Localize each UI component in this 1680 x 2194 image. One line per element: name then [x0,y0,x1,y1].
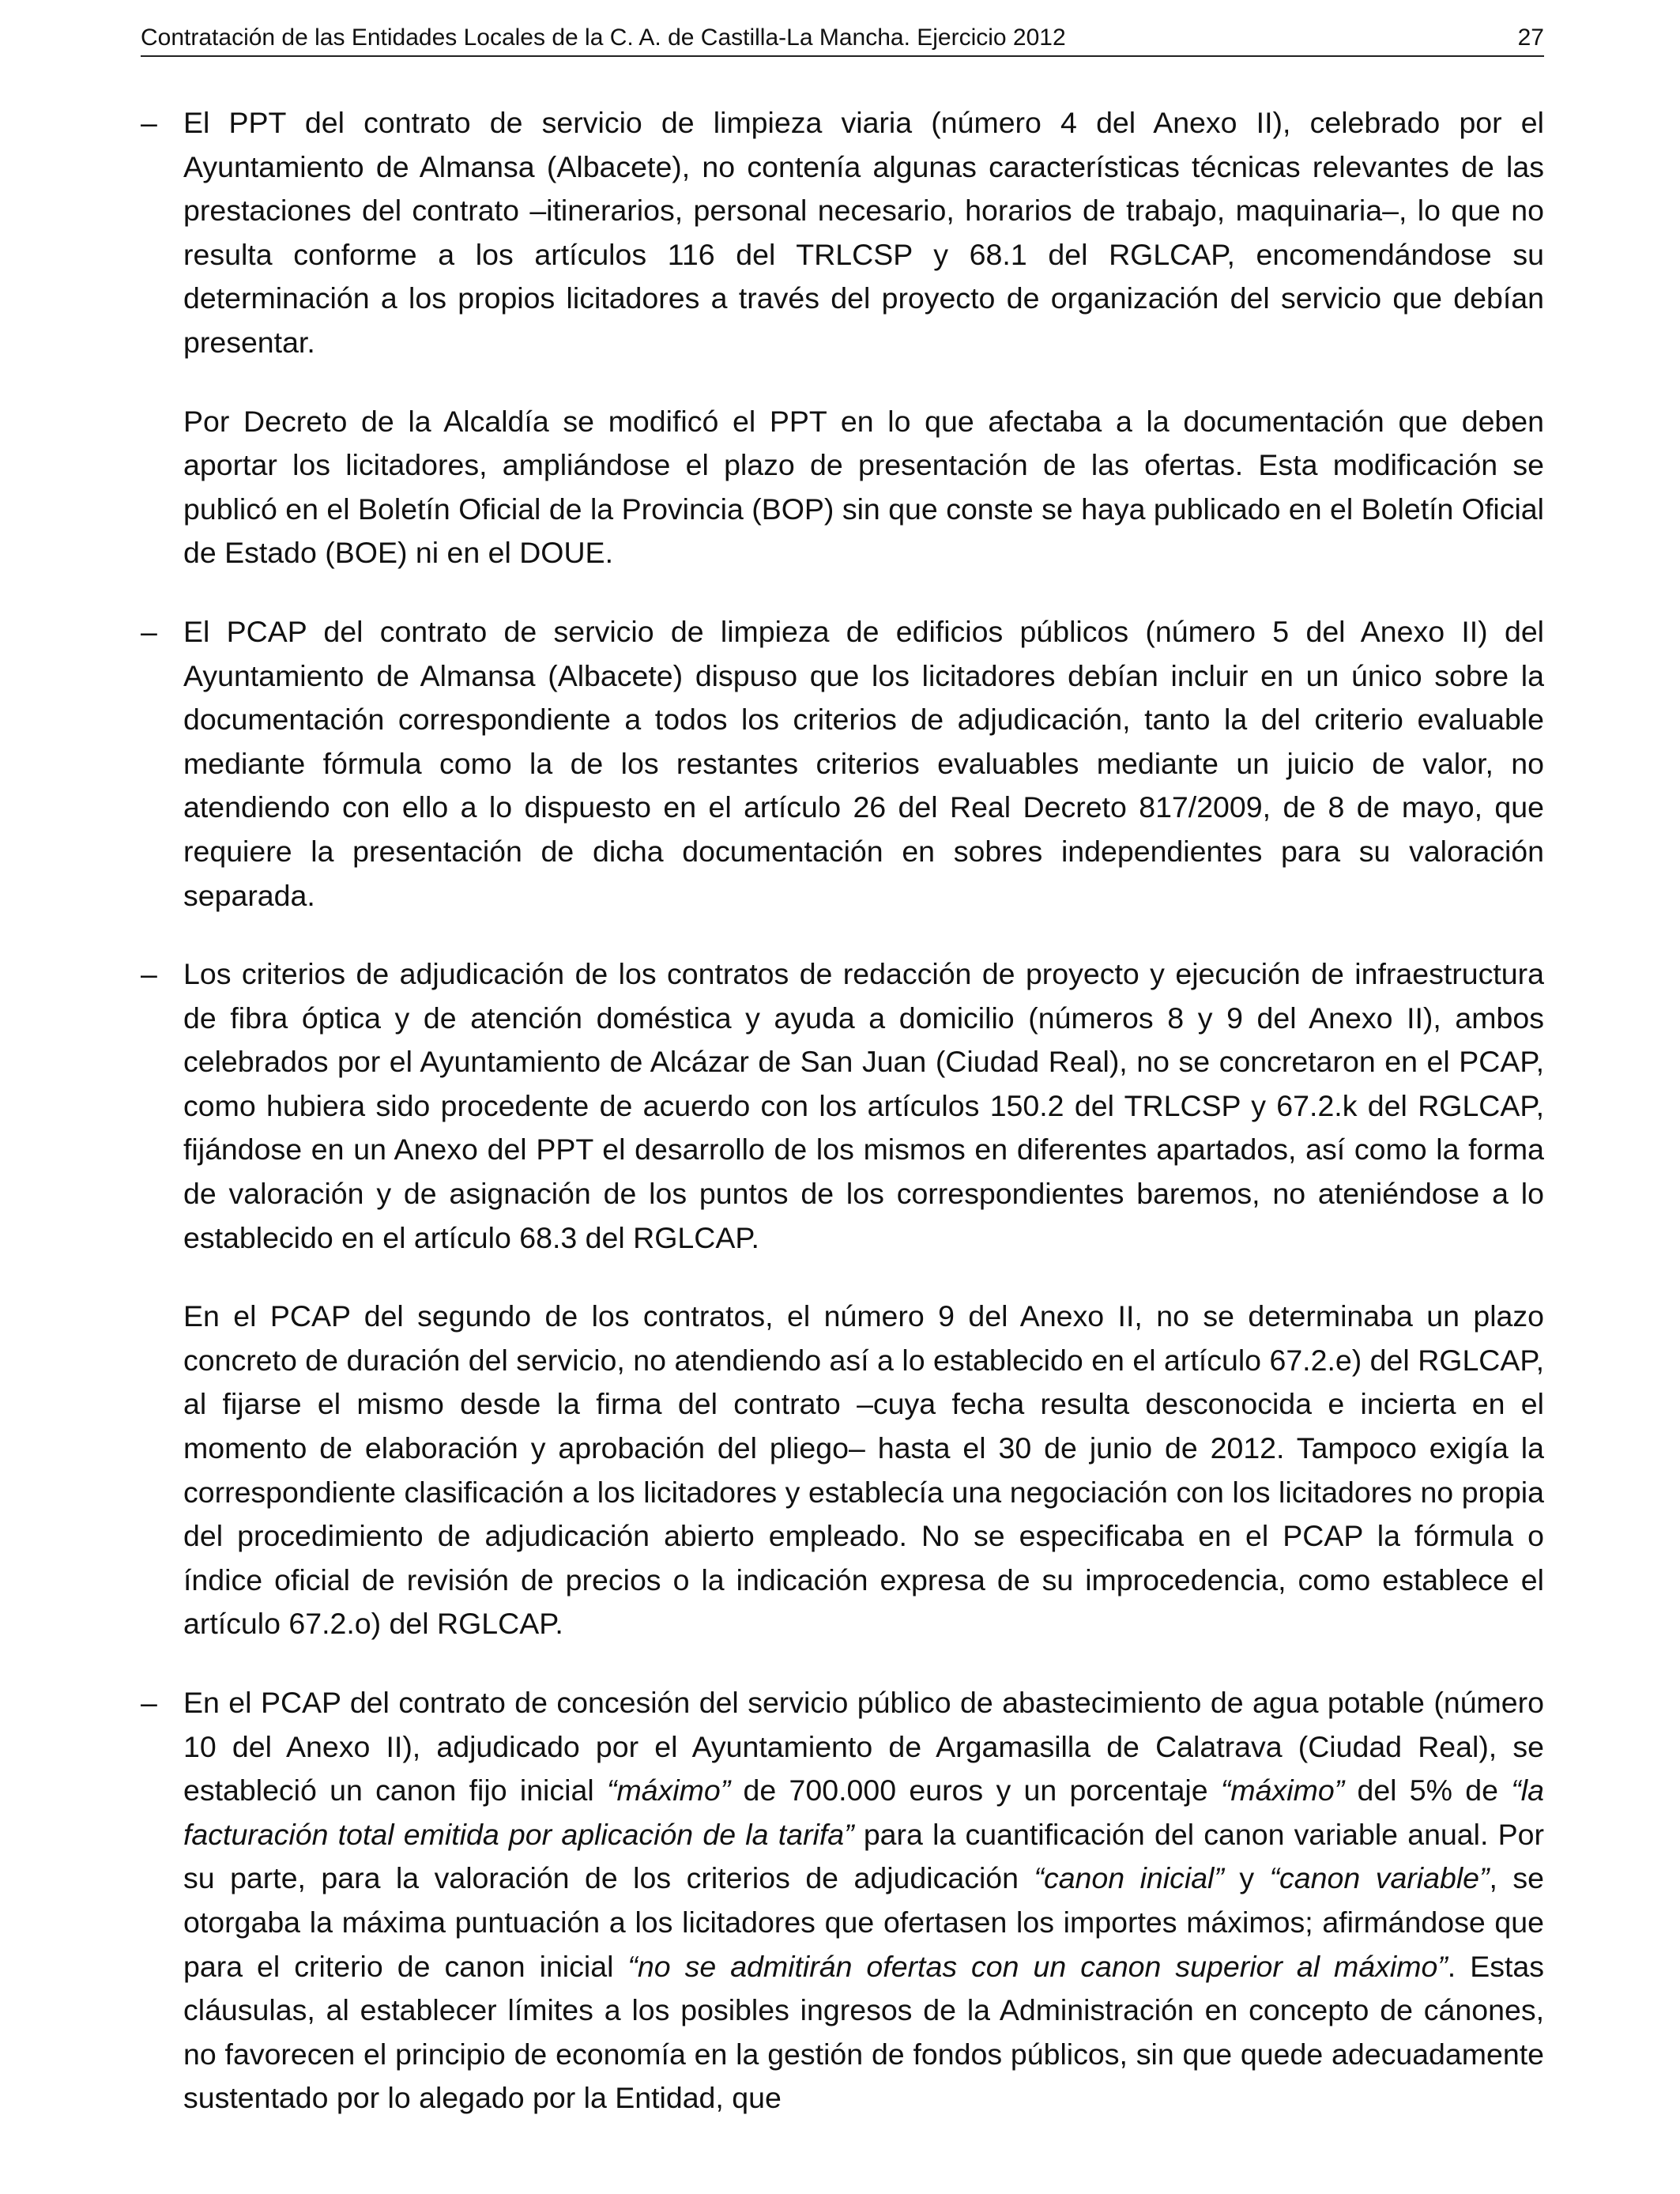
bullet-dash: – [141,106,157,139]
quoted-term: “máximo” [606,1774,731,1808]
paragraph-block [141,400,1544,575]
bullet-dash: – [141,1686,157,1719]
text-segment: de 700.000 euros y un porcentaje [730,1774,1221,1808]
paragraph: Por Decreto de la Alcaldía se modificó el PPT en lo que afectaba a la documentación que deben aportar los licitadores, ampliándose el plazo de presentación de las ofertas. Esta modificación se publicó en el Boletín Oficial de la Provincia (BOP) sin que conste se haya publicado en el Boletín Oficial de Estado (BOE) ni en el DOUE. [183,404,1544,570]
text-segment: para la cuantificación del canon variable anual. Por su parte, para la valoración de los criterios de adjudicación [183,1817,1545,1895]
paragraph: Los criterios de adjudicación de los contratos de redacción de proyecto y ejecución de infraestructura de fibra óptica y de atención doméstica y ayuda a domicilio (números 8 y 9 del Anexo II), ambos celebrados por el Ayuntamiento de Alcázar de San Juan (Ciudad Real), no se concretaron en el PCAP, como hubiera sido procedente de acuerdo con los artículos 150.2 del TRLCSP y 67.2.k del RGLCAP, fijándose en un Anexo del PPT el desarrollo de los mismos en diferentes apartados, así como la forma de valoración y de asignación de los puntos de los correspondientes baremos, no ateniéndose a lo establecido en el artículo 68.3 del RGLCAP. [183,957,1544,1254]
bullet-item [141,610,1544,918]
text-segment: . Estas cláusulas, al establecer límites a los posibles ingresos de la Administración en concepto de cánones, no favorecen el principio de economía en la gestión de fondos públicos, sin que quede adecuadamente sustentado por lo alegado por la Entidad, que [183,1949,1544,2115]
quoted-term: “no se admitirán ofertas con un canon superior al máximo” [627,1949,1448,1983]
page-number: 27 [1517,25,1544,51]
paragraph: En el PCAP del segundo de los contratos, el número 9 del Anexo II, no se determinaba un plazo concreto de duración del servicio, no atendiendo así a lo establecido en el artículo 67.2.e) del RGLCAP, al fijarse el mismo desde la firma del contrato –cuya fecha resulta desconocida e incierta en el momento de elaboración y aprobación del pliego– hasta el 30 de junio de 2012. Tampoco exigía la correspondiente clasificación a los licitadores y establecía una negociación con los licitadores no propia del procedimiento de adjudicación abierto empleado. No se especificaba en el PCAP la fórmula o índice oficial de revisión de precios o la indicación expresa de su improcedencia, como establece el artículo 67.2.o) del RGLCAP. [183,1299,1544,1641]
document-body [141,101,1544,2155]
text-segment: y [1223,1861,1270,1895]
bullet-item [141,952,1544,1260]
text-segment: , se otorgaba la máxima puntuación a los licitadores que ofertasen los importes máximos; afirmándose que para el criterio de canon inicial [183,1861,1545,1983]
paragraph: El PPT del contrato de servicio de limpieza viaria (número 4 del Anexo II), celebrado por el Ayuntamiento de Almansa (Albacete), no contenía algunas características técnicas relevantes de las prestaciones del contrato –itinerarios, personal necesario, horarios de trabajo, maquinaria–, lo que no resulta conforme a los artículos 116 del TRLCSP y 68.1 del RGLCAP, encomendándose su determinación a los propios licitadores a través del proyecto de organización del servicio que debían presentar. [183,106,1544,359]
bullet-dash: – [141,614,157,648]
bullet-item [141,101,1544,365]
header-title: Contratación de las Entidades Locales de la C. A. de Castilla-La Mancha. Ejercicio 2012 [141,25,1066,51]
quoted-term: “canon inicial” [1034,1861,1224,1895]
bullet-dash: – [141,957,157,991]
bullet-item [141,1681,1544,2120]
paragraph-block [141,1295,1544,1646]
paragraph [183,1681,1544,2120]
text-segment: del 5% de [1344,1774,1512,1808]
quoted-term: “canon variable” [1269,1861,1490,1895]
quoted-term: “la facturación total emitida por aplicación de la tarifa” [183,1774,1544,1851]
text-segment: En el PCAP del contrato de concesión del servicio público de abastecimiento de agua potable (número 10 del Anexo II), adjudicado por el Ayuntamiento de Argamasilla de Calatrava (Ciudad Real), se estableció un canon fijo inicial [183,1686,1544,1808]
paragraph: El PCAP del contrato de servicio de limpieza de edificios públicos (número 5 del Anexo II) del Ayuntamiento de Almansa (Albacete) dispuso que los licitadores debían incluir en un único sobre la documentación correspondiente a todos los criterios de adjudicación, tanto la del criterio evaluable mediante fórmula como la de los restantes criterios evaluables mediante un juicio de valor, no atendiendo con ello a lo dispuesto en el artículo 26 del Real Decreto 817/2009, de 8 de mayo, que requiere la presentación de dicha documentación en sobres independientes para su valoración separada. [183,614,1544,912]
quoted-term: “máximo” [1220,1774,1345,1808]
page-header [141,24,1544,57]
